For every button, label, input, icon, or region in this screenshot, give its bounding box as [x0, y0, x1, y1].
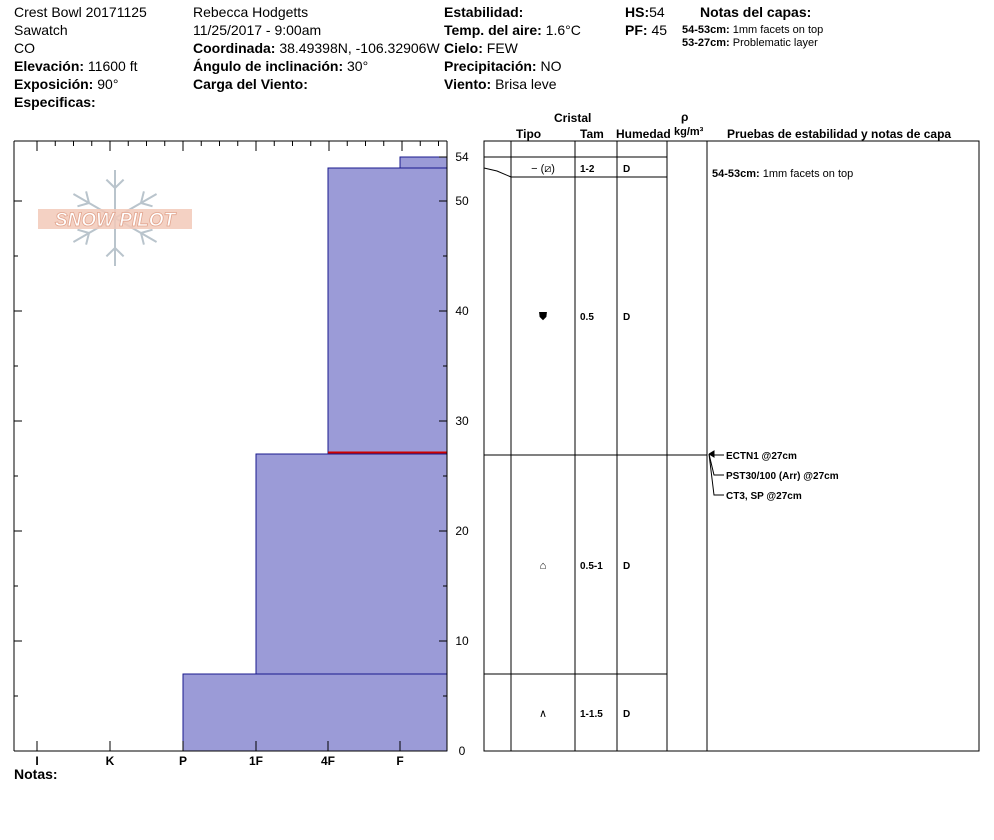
logo-text: SNOW PILOT	[54, 210, 176, 231]
snowflake-branch	[77, 203, 89, 206]
layer-note-range: 53-27cm:	[682, 37, 730, 49]
grain-symbol: ⛊	[538, 311, 548, 323]
hardness-bar-2	[256, 454, 447, 674]
hardness-bar-0	[400, 157, 447, 168]
size-header: Tam	[580, 127, 604, 141]
slope-label: Ángulo de inclinación:	[193, 58, 344, 74]
observation-datetime: 11/25/2017 - 9:00am	[193, 22, 322, 38]
notes-label: Notas:	[14, 766, 58, 782]
layer-comment-text: 1mm facets on top	[762, 168, 854, 180]
depth-tick-label: 30	[455, 414, 469, 428]
depth-tick-label: 10	[455, 634, 469, 648]
moisture-header: Humedad	[616, 127, 671, 141]
layer-note-range: 54-53cm:	[682, 24, 730, 36]
stability-test-label: CT3, SP @27cm	[726, 491, 802, 502]
row-connector	[484, 168, 511, 177]
precip-value: NO	[540, 58, 562, 74]
stability-test-label: PST30/100 (Arr) @27cm	[726, 471, 839, 482]
grain-symbol: ∧	[538, 708, 548, 720]
stability-label: Estabilidad:	[444, 4, 524, 20]
pf-value: 45	[651, 22, 668, 38]
grain-symbol: − (⧄)	[531, 163, 555, 175]
moisture-value: D	[623, 709, 631, 720]
air-temp-value: 1.6°C	[545, 22, 581, 38]
hardness-layers	[183, 157, 447, 751]
sky-value: FEW	[486, 40, 518, 56]
layer-note-text: Problematic layer	[732, 37, 818, 49]
coordinate-label: Coordinada:	[193, 40, 276, 56]
hardness-bar-3	[183, 674, 447, 751]
layer-comment	[712, 168, 853, 180]
type-header: Tipo	[516, 127, 542, 141]
depth-tick-label: 40	[455, 304, 469, 318]
observer-name: Rebecca Hodgetts	[193, 4, 309, 20]
snowflake-branch	[106, 248, 115, 256]
range-name: Sawatch	[14, 22, 68, 38]
elevation-label: Elevación:	[14, 58, 85, 74]
layer-table	[484, 141, 979, 751]
layer-comment-range: 54-53cm:	[712, 168, 763, 180]
state-name: CO	[14, 40, 35, 56]
aspect-value: 90°	[97, 76, 119, 92]
coordinate-value: 38.49398N, -106.32906W	[279, 40, 440, 56]
stability-tests	[709, 168, 853, 502]
snowflake-branch	[141, 203, 153, 206]
hardness-tick-label: 1F	[248, 754, 264, 768]
hs-value: 54	[649, 4, 665, 20]
specifics-label: Especificas:	[14, 94, 96, 110]
hardness-tick-label: F	[396, 754, 404, 768]
air-temp-label: Temp. del aire:	[444, 22, 542, 38]
density-symbol: ρ	[681, 110, 689, 124]
depth-tick-label: 20	[455, 524, 469, 538]
snow-pilot-logo	[38, 170, 192, 266]
wind-value: Brisa leve	[495, 76, 557, 92]
hs-label: HS:	[625, 4, 650, 20]
depth-tick-label: 54	[455, 150, 469, 164]
site-title: Crest Bowl 20171125	[14, 4, 147, 20]
hardness-bar-1	[328, 168, 447, 454]
hardness-tick-label: I	[35, 754, 39, 768]
snowflake-branch	[106, 180, 115, 188]
moisture-value: D	[623, 312, 631, 323]
grain-symbol: ⌂	[539, 560, 547, 572]
density-unit: kg/m³	[674, 126, 704, 138]
snowflake-branch	[115, 180, 124, 188]
wind-load-label: Carga del Viento:	[193, 76, 308, 92]
layer-note-text: 1mm facets on top	[732, 24, 824, 36]
tests-header: Pruebas de estabilidad y notas de capa	[727, 127, 952, 141]
hardness-tick-label: K	[105, 754, 115, 768]
pf-label: PF:	[625, 22, 648, 38]
precip-label: Precipitación:	[444, 58, 537, 74]
grain-size: 0.5	[580, 312, 594, 323]
depth-tick-label: 0	[458, 744, 466, 758]
depth-tick-label: 50	[455, 194, 469, 208]
hardness-tick-label: 4F	[320, 754, 336, 768]
table-frame	[484, 141, 979, 751]
hardness-tick-label: P	[178, 754, 188, 768]
crystal-header: Cristal	[554, 111, 592, 125]
moisture-value: D	[623, 561, 631, 572]
slope-value: 30°	[347, 58, 369, 74]
snowflake-branch	[115, 248, 124, 256]
moisture-value: D	[623, 164, 631, 175]
grain-size: 0.5-1	[580, 561, 603, 572]
layer-notes-title: Notas del capas:	[700, 4, 812, 20]
stability-test-label: ECTN1 @27cm	[726, 451, 797, 462]
elevation-value: 11600 ft	[87, 58, 138, 74]
grain-size: 1-2	[580, 164, 595, 175]
sky-label: Cielo:	[444, 40, 483, 56]
aspect-label: Exposición:	[14, 76, 94, 92]
grain-size: 1-1.5	[580, 709, 603, 720]
wind-label: Viento:	[444, 76, 492, 92]
